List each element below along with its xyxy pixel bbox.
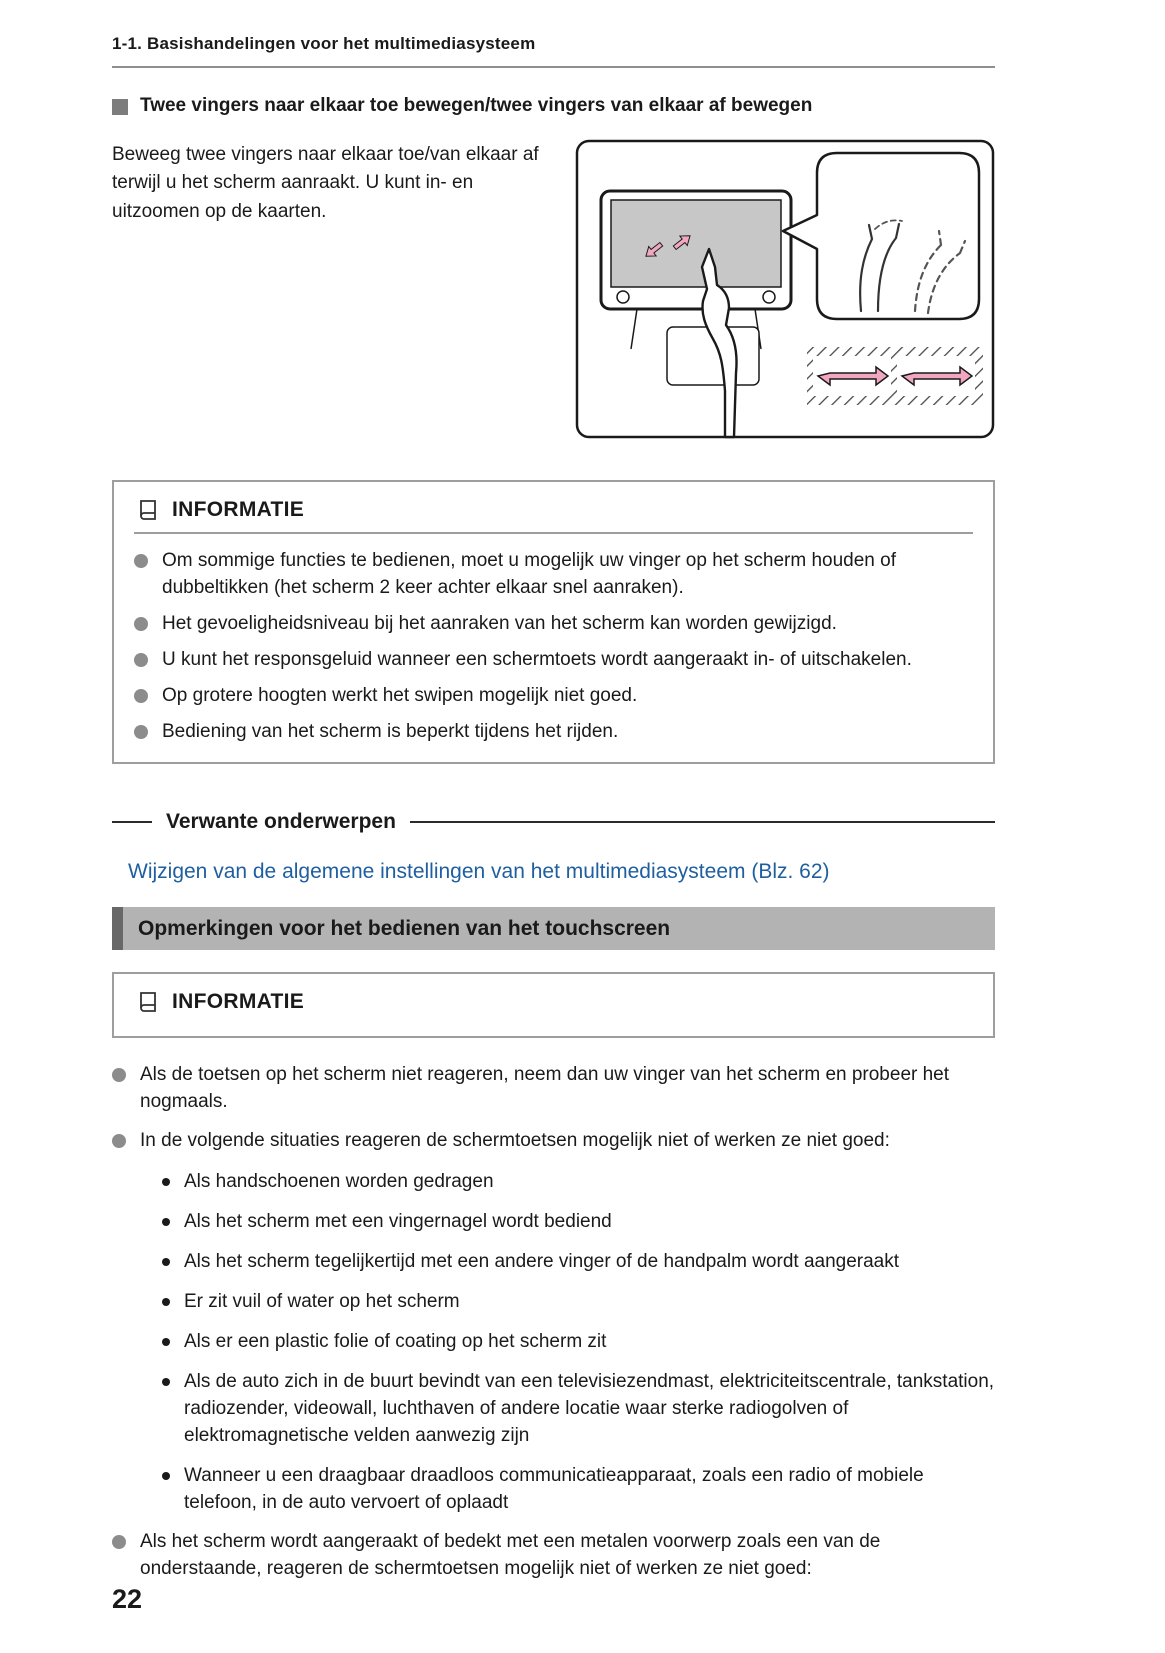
- divider: [410, 821, 995, 823]
- info-box-title-row: [134, 986, 973, 1024]
- info-box-title: INFORMATIE: [172, 497, 305, 521]
- dot-icon: [162, 1218, 170, 1226]
- bullet-icon: [134, 554, 148, 568]
- related-topics-heading: Verwante onderwerpen: [112, 810, 995, 834]
- divider: [112, 821, 152, 823]
- intro-row: [112, 139, 995, 444]
- sub-list-item: Er zit vuil of water op het scherm: [162, 1289, 995, 1316]
- info-box-gestures: [112, 480, 995, 764]
- breadcrumb: 1-1. Basishandelingen voor het multimediasysteem: [112, 34, 995, 68]
- info-item: Het gevoeligheidsniveau bij het aanraken van het scherm kan worden gewijzigd.: [134, 611, 973, 638]
- dot-icon: [162, 1178, 170, 1186]
- banner-left-bar: [112, 907, 123, 950]
- bullet-icon: [134, 725, 148, 739]
- page-number: 22: [112, 1584, 143, 1614]
- section-banner: [112, 907, 995, 950]
- sub-list-item: Wanneer u een draagbaar draadloos communicatieapparaat, zoals een radio of mobiele telefoon, in de auto vervoert of oplaadt: [162, 1463, 995, 1517]
- note-sub-list: [162, 1169, 995, 1517]
- sub-list-item: Als de auto zich in de buurt bevindt van een televisiezendmast, elektriciteitscentrale, tankstation, radiozender, videowall, luchthaven of andere locatie waar sterke radiogolven of elektromagnetische velden aanwezig zijn: [162, 1369, 995, 1450]
- bullet-icon: [134, 689, 148, 703]
- note-item: In de volgende situaties reageren de schermtoetsen mogelijk niet of werken ze niet goed:: [112, 1128, 995, 1155]
- touchscreen-notes: [112, 1062, 995, 1583]
- bullet-icon: [134, 653, 148, 667]
- square-marker-icon: [112, 99, 128, 115]
- info-box-touchscreen: [112, 972, 995, 1038]
- info-item: U kunt het responsgeluid wanneer een schermtoets wordt aangeraakt in- of uitschakelen.: [134, 647, 973, 674]
- bullet-icon: [112, 1134, 126, 1148]
- dot-icon: [162, 1378, 170, 1386]
- swipe-direction-band: [807, 347, 983, 405]
- bullet-icon: [112, 1535, 126, 1549]
- sub-list-item: Als het scherm tegelijkertijd met een andere vinger of de handpalm wordt aangeraakt: [162, 1249, 995, 1276]
- note-item: Als de toetsen op het scherm niet reageren, neem dan uw vinger van het scherm en probeer het nogmaals.: [112, 1062, 995, 1116]
- note-item: Als het scherm wordt aangeraakt of bedekt met een metalen voorwerp zoals een van de onderstaande, reageren de schermtoetsen mogelijk niet of werken ze niet goed:: [112, 1529, 995, 1583]
- info-item: Bediening van het scherm is beperkt tijdens het rijden.: [134, 719, 973, 746]
- banner-text: Opmerkingen voor het bedienen van het touchscreen: [138, 917, 671, 940]
- bullet-icon: [112, 1068, 126, 1082]
- dot-icon: [162, 1258, 170, 1266]
- info-box-title: INFORMATIE: [172, 990, 305, 1014]
- section-body-text: Beweeg twee vingers naar elkaar toe/van elkaar af terwijl u het scherm aanraakt. U kunt in- en uitzoomen op de kaarten.: [112, 143, 539, 222]
- book-icon: [136, 990, 160, 1014]
- info-box-title-row: [134, 494, 973, 534]
- dot-icon: [162, 1298, 170, 1306]
- sub-list-item: Als het scherm met een vingernagel wordt bediend: [162, 1209, 995, 1236]
- info-item: Op grotere hoogten werkt het swipen mogelijk niet goed.: [134, 683, 973, 710]
- section-heading-pinch: [112, 94, 995, 119]
- pinch-zoom-illustration: [575, 139, 995, 444]
- bullet-icon: [134, 617, 148, 631]
- dot-icon: [162, 1472, 170, 1480]
- dot-icon: [162, 1338, 170, 1346]
- sub-list-item: Als er een plastic folie of coating op het scherm zit: [162, 1329, 995, 1356]
- info-item: Om sommige functies te bedienen, moet u mogelijk uw vinger op het scherm houden of dubbeltikken (het scherm 2 keer achter elkaar snel aanraken).: [134, 548, 973, 602]
- related-topic-link[interactable]: Wijzigen van de algemene instellingen van het multimediasysteem (Blz. 62): [128, 859, 830, 883]
- section-heading-text: Twee vingers naar elkaar toe bewegen/twee vingers van elkaar af bewegen: [140, 95, 813, 116]
- sub-list-item: Als handschoenen worden gedragen: [162, 1169, 995, 1196]
- book-icon: [136, 498, 160, 522]
